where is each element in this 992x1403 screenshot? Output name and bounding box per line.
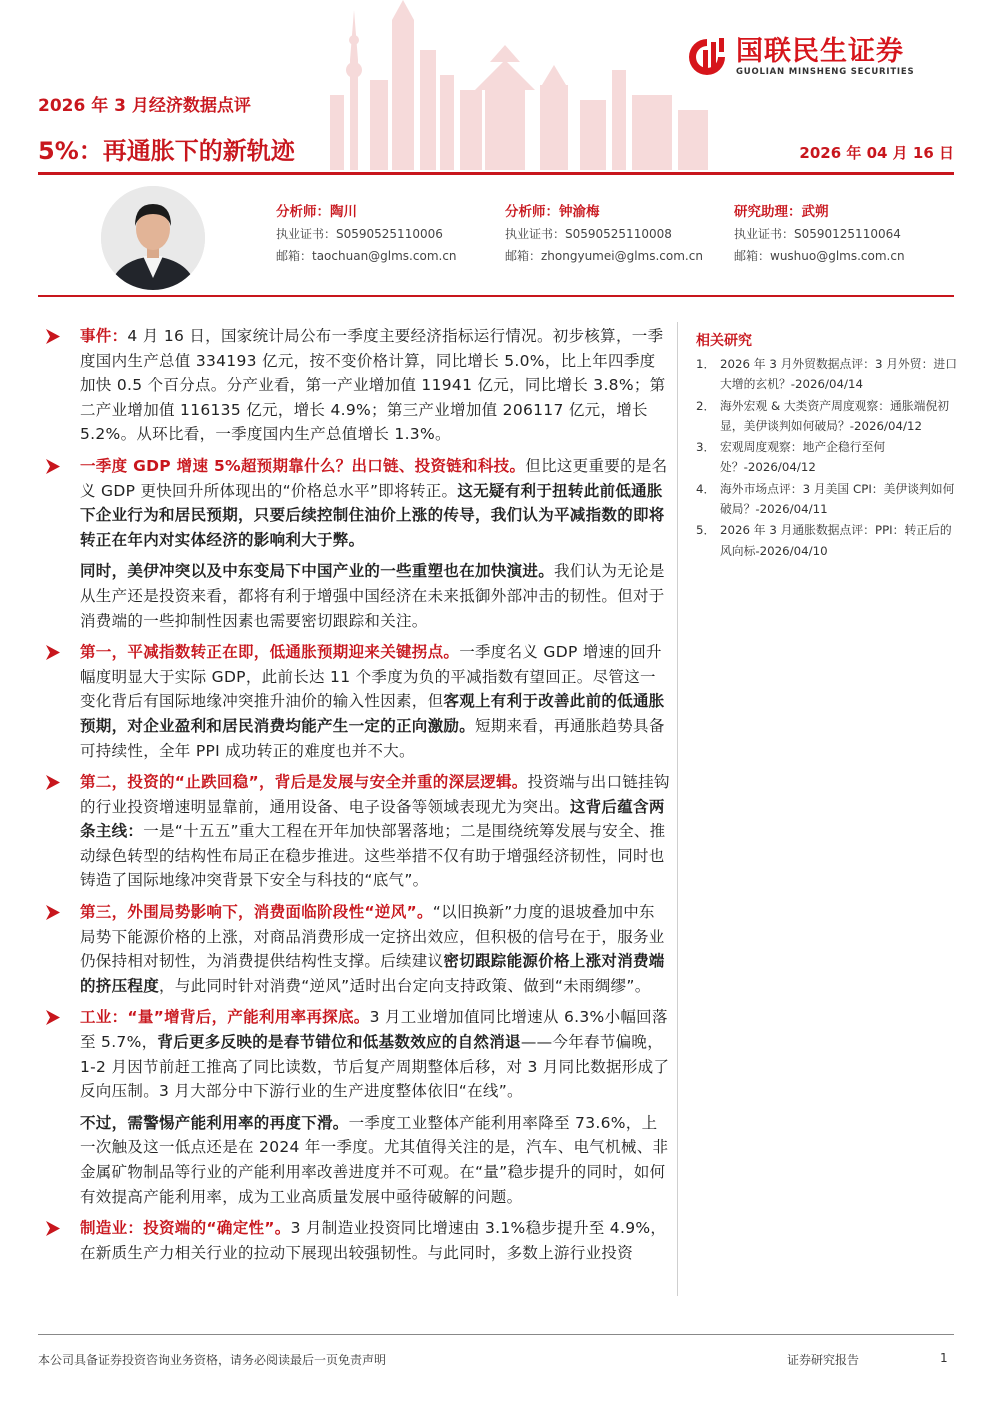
item-text: 宏观周度观察：地产企稳行至何处？-2026/04/12 — [720, 440, 886, 475]
related-research-item[interactable] — [680, 437, 960, 478]
paragraph-capacity — [38, 1111, 670, 1209]
footer-divider — [38, 1334, 954, 1335]
report-date: 2026 年 04 月 16 日 — [799, 144, 954, 162]
item-number: 2． — [696, 398, 716, 413]
analyst-email[interactable]: 邮箱：taochuan@glms.com.cn — [276, 249, 457, 263]
paragraph-bold-text: 背后更多反映的是春节错位和低基数效应的自然消退 — [157, 1033, 521, 1052]
paragraph-heading: 第一，平减指数转正在即，低通胀预期迎来关键拐点。 — [80, 643, 460, 662]
item-number: 3． — [696, 440, 716, 455]
paragraph-bold-text: 客观上有利于改善此前的低通胀预期，对企业盈利和居民消费均能产生一定的正向激励。 — [80, 692, 665, 735]
report-title: 5%：再通胀下的新轨迹 — [38, 137, 295, 165]
bullet-arrow-icon — [46, 645, 60, 660]
analyst-name: 研究助理：武朔 — [734, 204, 829, 220]
item-number: 4． — [696, 481, 716, 496]
paragraph-bold-text: 这无疑有利于扭转此前低通胀下企业行为和居民预期，只要后续控制住油价上涨的传导，我们认为平减指数的即将转正在年内对实体经济的影响利大于弊。 — [80, 481, 665, 549]
analyst-cert: 执业证书：S0590125110064 — [734, 227, 901, 241]
report-body — [38, 324, 670, 1272]
paragraph-text: 短期来看，再通胀趋势具备可持续性，全年 PPI 成功转正的难度也并不大。 — [80, 716, 665, 760]
paragraph-text: 一季度名义 GDP 增速的回升幅度明显大于实际 GDP，此前长达 11 个季度为负的平减指数有望回正。尽管这一变化背后有国际地缘冲突推升油价的输入性因素，但 — [80, 643, 662, 711]
paragraph-heading: 工业：“量”增背后，产能利用率再探底。 — [80, 1008, 370, 1027]
paragraph-text: 3 月制造业投资同比增速由 3.1%稳步提升至 4.9%，在新质生产力相关行业的拉动下展现出较强韧性。与此同时，多数上游行业投资 — [80, 1219, 667, 1262]
analyst-divider — [38, 295, 954, 297]
item-number: 1． — [696, 357, 716, 371]
related-research-sidebar — [680, 324, 960, 562]
paragraph-text: 一是“十五五”重大工程在开年加快部署落地；二是围绕统筹发展与安全、推动绿色转型的结构性布局正在稳步推进。这些举措不仅有助于增强经济韧性，同时也铸造了国际地缘冲突背景下安全与科技的“底气”。 — [80, 822, 666, 890]
header-divider — [38, 172, 954, 175]
paragraph-text: 投资端与出口链挂钩的行业投资增速明显靠前，通用设备、电子设备等领域表现尤为突出。 — [80, 773, 670, 816]
paragraph-consumption — [38, 900, 670, 998]
paragraph-text: ，与此同时针对消费“逆风”适时出台定向支持政策、做到“未雨绸缪”。 — [159, 976, 651, 995]
paragraph-industry — [38, 1005, 670, 1103]
report-subtitle: 2026 年 3 月经济数据点评 — [38, 96, 251, 116]
analyst-cert: 执业证书：S0590525110006 — [276, 227, 443, 241]
paragraph-text: 但比这更重要的是名义 GDP 更快回升所体现出的“价格总水平”即将转正。 — [80, 456, 668, 500]
paragraph-text: 3 月工业增加值同比增速从 6.3%小幅回落至 5.7%， — [80, 1008, 668, 1052]
paragraph-text: 我们认为无论是从生产还是投资来看，都将有利于增强中国经济在未来抵御外部冲击的韧性。但对于消费端的一些抑制性因素也需要密切跟踪和关注。 — [80, 562, 665, 630]
bullet-arrow-icon — [46, 905, 60, 920]
paragraph-text: ——今年春节偏晚，1-2 月因节前赶工推高了同比读数，节后复产周期整体后移，对 3 月同比数据形成了反向压制。3 月大部分中下游行业的生产进度整体依旧“在线”。 — [80, 1033, 670, 1101]
city-skyline-illustration — [300, 0, 720, 170]
analyst-name: 分析师：钟渝梅 — [505, 204, 600, 220]
paragraph-heading: 一季度 GDP 增速 5%超预期靠什么？出口链、投资链和科技。 — [80, 456, 526, 475]
logo-en-text: GUOLIAN MINSHENG SECURITIES — [736, 66, 915, 77]
paragraph-manufacturing — [38, 1216, 670, 1265]
related-research-item[interactable] — [680, 396, 960, 437]
logo-mark-icon — [686, 36, 728, 78]
analyst-cert: 执业证书：S0590525110008 — [505, 227, 672, 241]
item-text: 海外市场点评：3 月美国 CPI：美伊谈判如何破局？-2026/04/11 — [720, 481, 955, 517]
paragraph-text: 4 月 16 日，国家统计局公布一季度主要经济指标运行情况。初步核算，一季度国内生产总值 334193 亿元，按不变价格计算，同比增长 5.0%，比上年四季度加快 0.5 个百分点。分产业看，第一产业增加值 11941 亿元，同比增长 3.8%；第二产业增加值 116135 亿元，增长 4.9%；第三产业增加值 206117 亿元，增长 5.2%。从环比看，一季度国内生产总值增长 1.3%。 — [80, 327, 666, 444]
analyst-3 — [734, 201, 905, 267]
paragraph-bold-text: 同时，美伊冲突以及中东变局下中国产业的一些重塑也在加快演进。 — [80, 562, 555, 581]
analyst-name: 分析师：陶川 — [276, 204, 357, 220]
analyst-email[interactable]: 邮箱：zhongyumei@glms.com.cn — [505, 249, 703, 263]
paragraph-bold-text: 密切跟踪能源价格上涨对消费端的挤压程度 — [80, 952, 665, 995]
item-number: 5． — [696, 523, 716, 538]
footer-disclaimer: 本公司具备证券投资咨询业务资格，请务必阅读最后一页免责声明 — [38, 1353, 387, 1367]
paragraph-heading: 第二，投资的“止跌回稳”，背后是发展与安全并重的深层逻辑。 — [80, 773, 528, 792]
related-research-item[interactable] — [680, 354, 960, 395]
sidebar-title: 相关研究 — [696, 333, 752, 349]
analyst-2 — [505, 201, 703, 267]
related-research-item[interactable] — [680, 479, 960, 520]
page-number: 1 — [940, 1351, 948, 1365]
sidebar-divider — [677, 322, 678, 1296]
item-text: 2026 年 3 月外贸数据点评：3 月外贸：进口大增的玄机？-2026/04/14 — [720, 357, 957, 392]
analyst-email[interactable]: 邮箱：wushuo@glms.com.cn — [734, 249, 905, 263]
paragraph-bold-text: 不过，需警惕产能利用率的再度下滑。 — [80, 1113, 349, 1132]
paragraph-heading: 制造业：投资端的“确定性”。 — [80, 1219, 291, 1238]
bullet-arrow-icon — [46, 329, 60, 344]
analyst-photo — [101, 186, 205, 290]
bullet-arrow-icon — [46, 1010, 60, 1025]
item-text: 海外宏观 & 大类资产周度观察：通胀端倪初显，美伊谈判如何破局？-2026/04/12 — [720, 398, 950, 433]
avatar-icon — [101, 186, 205, 290]
paragraph-heading: 事件： — [80, 327, 128, 345]
bullet-arrow-icon — [46, 775, 60, 790]
paragraph-text: “以旧换新”力度的退坡叠加中东局势下能源价格的上涨，对商品消费形成一定挤出效应，但积极的信号在于，服务业仍保持相对韧性，为消费提供结构性支撑。后续建议 — [80, 903, 665, 971]
related-research-item[interactable] — [680, 520, 960, 561]
item-text: 2026 年 3 月通胀数据点评：PPI：转正后的风向标-2026/04/10 — [720, 523, 952, 558]
paragraph-investment — [38, 770, 670, 893]
footer-report-type: 证券研究报告 — [787, 1353, 860, 1367]
paragraph-event — [38, 324, 670, 447]
bullet-arrow-icon — [46, 459, 60, 474]
paragraph-bold-text: 这背后蕴含两条主线： — [80, 797, 665, 841]
analyst-1 — [276, 201, 457, 267]
bullet-arrow-icon — [46, 1221, 60, 1236]
paragraph-gdp — [38, 454, 670, 552]
paragraph-deflator — [38, 640, 670, 763]
company-logo — [686, 36, 914, 78]
paragraph-heading: 第三，外围局势影响下，消费面临阶段性“逆风”。 — [80, 903, 433, 922]
logo-cn-text: 国联民生证券 — [736, 35, 904, 67]
paragraph-text: 一季度工业整体产能利用率降至 73.6%，上一次触及这一低点还是在 2024 年一季度。尤其值得关注的是，汽车、电气机械、非金属矿物制品等行业的产能利用率改善进度并不可观。在“量”稳步提升的同时，如何有效提高产能利用率，成为工业高质量发展中亟待破解的问题。 — [80, 1113, 669, 1206]
paragraph-conflict — [38, 559, 670, 633]
